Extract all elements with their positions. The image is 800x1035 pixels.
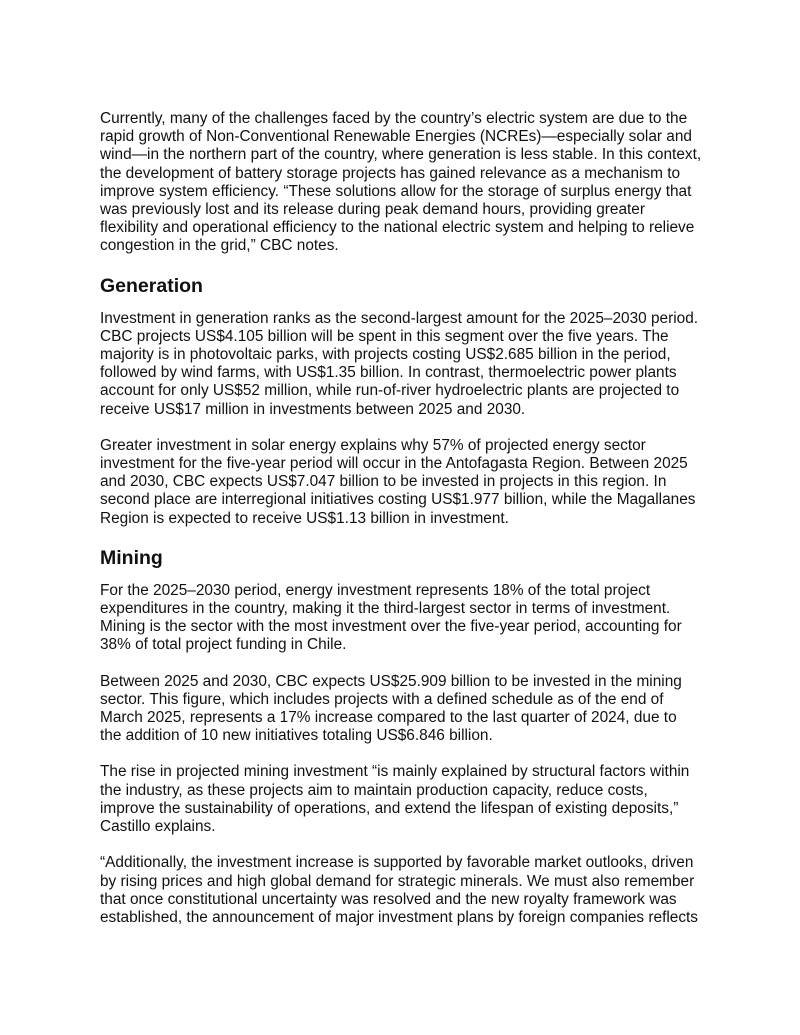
mining-paragraph-2: Between 2025 and 2030, CBC expects US$25.909 billion to be invested in the mining sector. This figure, which includes projects with a defined schedule as of the end of March 2025, represents a 17% increase compared to the last quarter of 2024, due to the addition of 10 new initiatives totaling US$6.846 billion. bbox=[100, 672, 682, 745]
mining-paragraph-3: The rise in projected mining investment “is mainly explained by structural factors within the industry, as these projects aim to maintain production capacity, reduce costs, improve the sustainability of operations, and extend the lifespan of existing deposits,” Castillo explains. bbox=[100, 763, 690, 836]
mining-paragraph-4: “Additionally, the investment increase is supported by favorable market outlooks, driven by rising prices and high global demand for strategic minerals. We must also remember that once constitutional uncertainty was resolved and the new royalty framework was established, the announcement of major investment plans by foreign companies reflects bbox=[100, 854, 699, 926]
intro-paragraph: Currently, many of the challenges faced by the country’s electric system are due to the rapid growth of Non-Conventional Renewable Energies (NCREs)—especially solar and wind—in the northern part of the country, where generation is less stable. In this context, the development of battery storage projects has gained relevance as a mechanism to improve system efficiency. “These solutions allow for the storage of surplus energy that was previously lost and its release during peak demand hours, providing greater flexibility and operational efficiency to the national electric system and helping to relieve congestion in the grid,” CBC notes. bbox=[100, 110, 702, 255]
mining-paragraph-1: For the 2025–2030 period, energy investment represents 18% of the total project expenditures in the country, making it the third-largest sector in terms of investment. Mining is the sector with the most investment over the five-year period, accounting for 38% of total project funding in Chile. bbox=[100, 581, 682, 654]
document-page bbox=[100, 110, 702, 945]
generation-heading: Generation bbox=[100, 274, 203, 297]
generation-paragraph-2: Greater investment in solar energy explains why 57% of projected energy sector investment for the five-year period will occur in the Antofagasta Region. Between 2025 and 2030, CBC expects US$7.047 billion to be invested in projects in this region. In second place are interregional initiatives costing US$1.977 billion, while the Magallanes Region is expected to receive US$1.13 billion in investment. bbox=[100, 436, 696, 527]
generation-paragraph-1: Investment in generation ranks as the second-largest amount for the 2025–2030 period. CBC projects US$4.105 billion will be spent in this segment over the five years. The majority is in photovoltaic parks, with projects costing US$2.685 billion in the period, followed by wind farms, with US$1.35 billion. In contrast, thermoelectric power plants account for only US$52 million, while run-of-river hydroelectric plants are projected to receive US$17 million in investments between 2025 and 2030. bbox=[100, 309, 699, 418]
mining-heading: Mining bbox=[100, 546, 163, 569]
